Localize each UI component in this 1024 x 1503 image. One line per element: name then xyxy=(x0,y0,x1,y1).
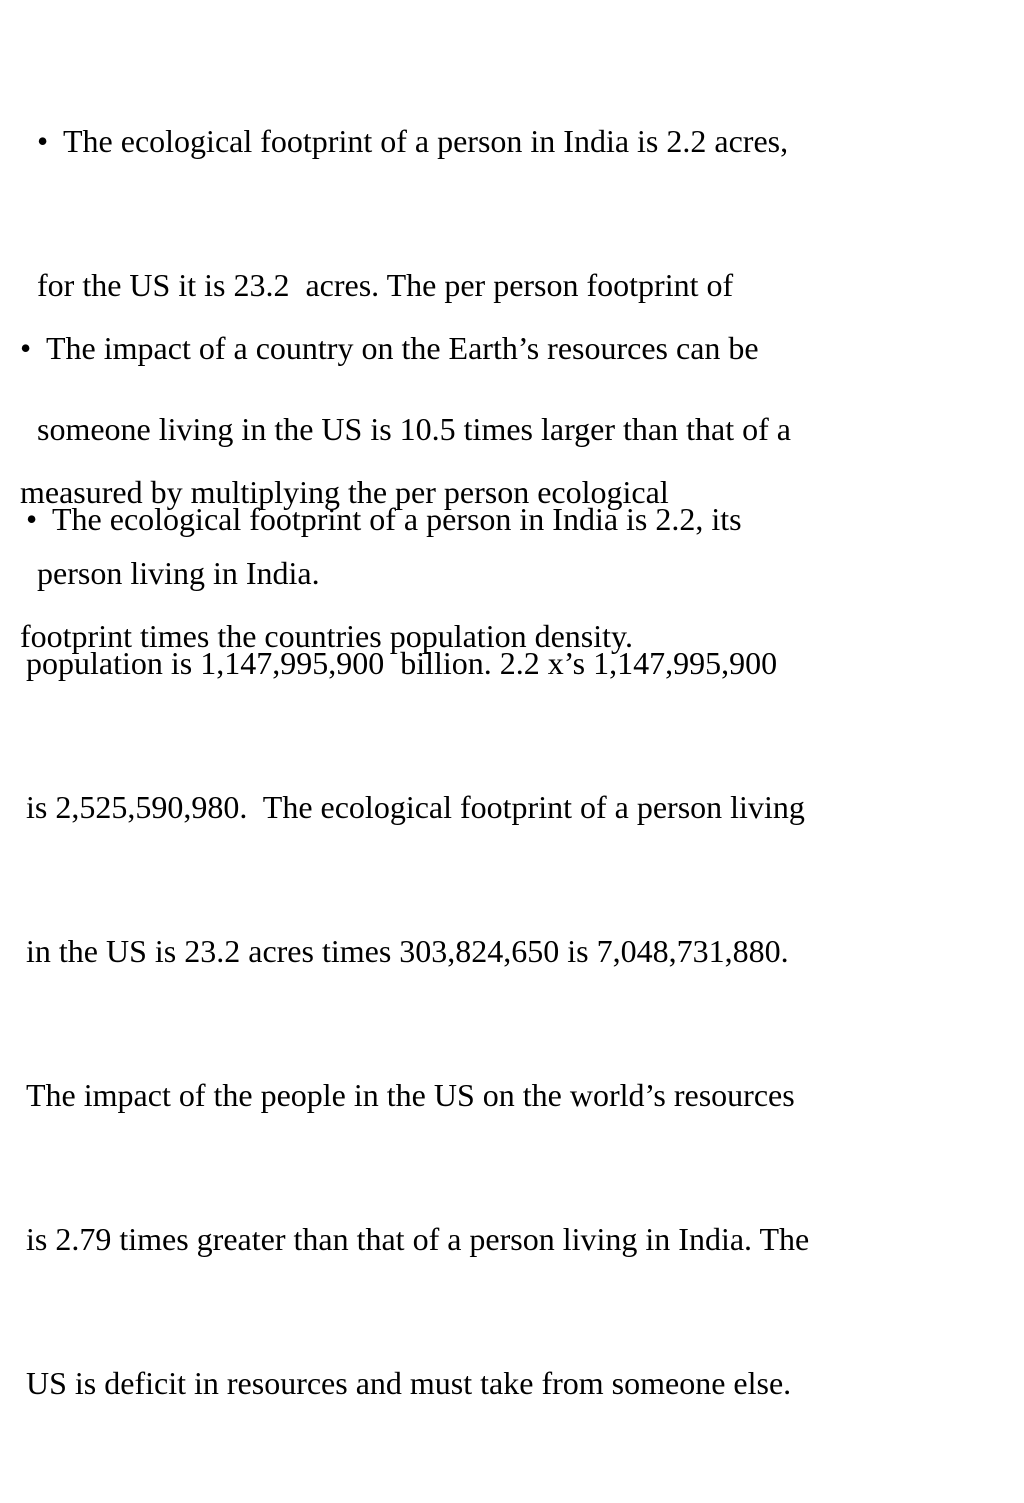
paragraph-text: The impact of a country on the Earth’s resources can be xyxy=(46,330,759,366)
paragraph-line xyxy=(20,324,759,372)
paragraph-line: in the US is 23.2 acres times 303,824,650 is 7,048,731,880. xyxy=(26,933,789,969)
paragraph-line xyxy=(26,495,809,543)
paragraph-line: is 2,525,590,980. The ecological footprint of a person living xyxy=(26,789,805,825)
bullet-icon: • xyxy=(26,501,38,537)
paragraph-text: The ecological footprint of a person in India is 2.2 acres, xyxy=(63,123,789,159)
paragraph-text: The ecological footprint of a person in India is 2.2, its xyxy=(52,501,742,537)
paragraph-line: person living in India. xyxy=(37,555,320,591)
bullet-paragraph-3 xyxy=(26,399,809,1503)
paragraph-line: measured by multiplying the per person ecological xyxy=(20,474,669,510)
paragraph-line xyxy=(37,117,791,165)
paragraph-line: someone living in the US is 10.5 times larger than that of a xyxy=(37,411,791,447)
paragraph-line: US is deficit in resources and must take from someone else. xyxy=(26,1365,792,1401)
paragraph-line: footprint times the countries population density. xyxy=(20,618,633,654)
paragraph-line: population is 1,147,995,900 billion. 2.2 x’s 1,147,995,900 xyxy=(26,645,778,681)
bullet-icon: • xyxy=(20,330,32,366)
paragraph-line: The impact of the people in the US on the world’s resources xyxy=(26,1077,795,1113)
bullet-icon: • xyxy=(37,123,49,159)
paragraph-line: is 2.79 times greater than that of a person living in India. The xyxy=(26,1221,810,1257)
paragraph-line: for the US it is 23.2 acres. The per person footprint of xyxy=(37,267,734,303)
